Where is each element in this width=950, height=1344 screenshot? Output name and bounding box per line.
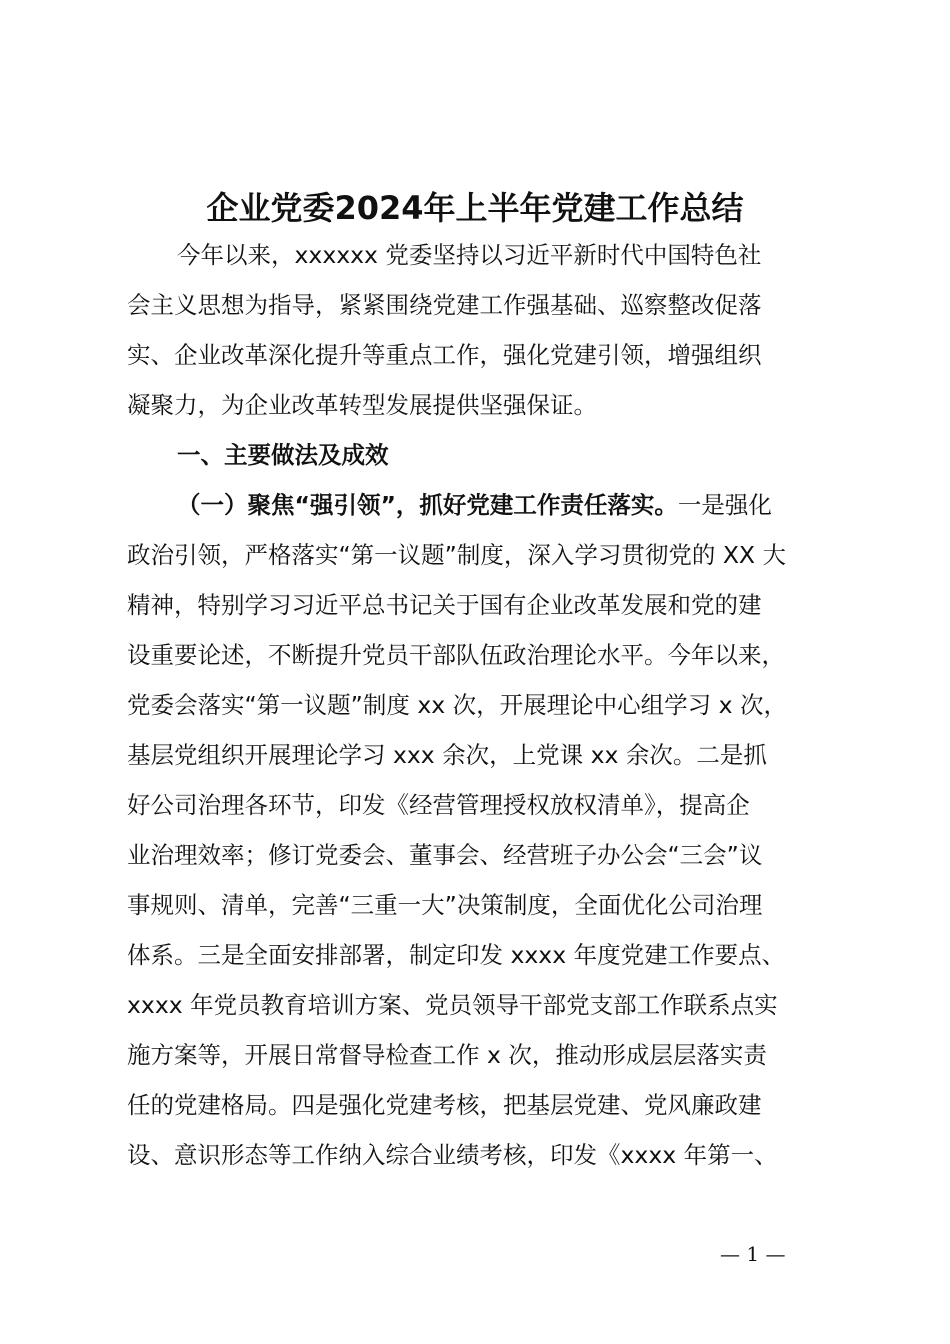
body-line: 事规则、清单，完善“三重一大”决策制度，全面优化公司治理 (127, 891, 763, 919)
body-line: 任的党建格局。四是强化党建考核，把基层党建、党风廉政建 (127, 1091, 762, 1119)
subsection-first-line-rest: 一是强化 (677, 491, 772, 519)
body-line: 基层党组织开展理论学习 xxx 余次，上党课 xx 余次。二是抓 (127, 741, 767, 769)
body-line: xxxx 年党员教育培训方案、党员领导干部党支部工作联系点实 (127, 991, 778, 1019)
intro-line: 今年以来，xxxxxx 党委坚持以习近平新时代中国特色社 (177, 241, 762, 269)
body-line: 政治引领，严格落实“第一议题”制度，深入学习贯彻党的 XX 大 (127, 541, 786, 569)
body-line: 精神，特别学习习近平总书记关于国有企业改革发展和党的建 (127, 591, 762, 619)
intro-line: 会主义思想为指导，紧紧围绕党建工作强基础、巡察整改促落 (127, 291, 762, 319)
body-line: 党委会落实“第一议题”制度 xx 次，开展理论中心组学习 x 次， (127, 691, 787, 719)
body-line: 体系。三是全面安排部署，制定印发 xxxx 年度党建工作要点、 (127, 941, 786, 969)
page-number: — 1 — (720, 1242, 786, 1266)
body-line: 施方案等，开展日常督导检查工作 x 次，推动形成层层落实责 (127, 1041, 767, 1069)
intro-line: 凝聚力，为企业改革转型发展提供坚强保证。 (127, 391, 597, 419)
section-heading: 一、主要做法及成效 (177, 441, 389, 469)
body-line: 业治理效率；修订党委会、董事会、经营班子办公会“三会”议 (127, 841, 763, 869)
page-title: 企业党委2024年上半年党建工作总结 (206, 189, 744, 227)
body-line: 设重要论述，不断提升党员干部队伍政治理论水平。今年以来， (127, 641, 785, 669)
body-line: 设、意识形态等工作纳入综合业绩考核，印发《xxxx 年第一、 (127, 1141, 778, 1169)
subsection-heading: （一）聚焦“强引领”，抓好党建工作责任落实。 (177, 491, 678, 519)
intro-line: 实、企业改革深化提升等重点工作，强化党建引领，增强组织 (127, 341, 762, 369)
body-line: 好公司治理各环节，印发《经营管理授权放权清单》，提高企 (127, 791, 750, 819)
subsection-first-line (177, 490, 772, 520)
